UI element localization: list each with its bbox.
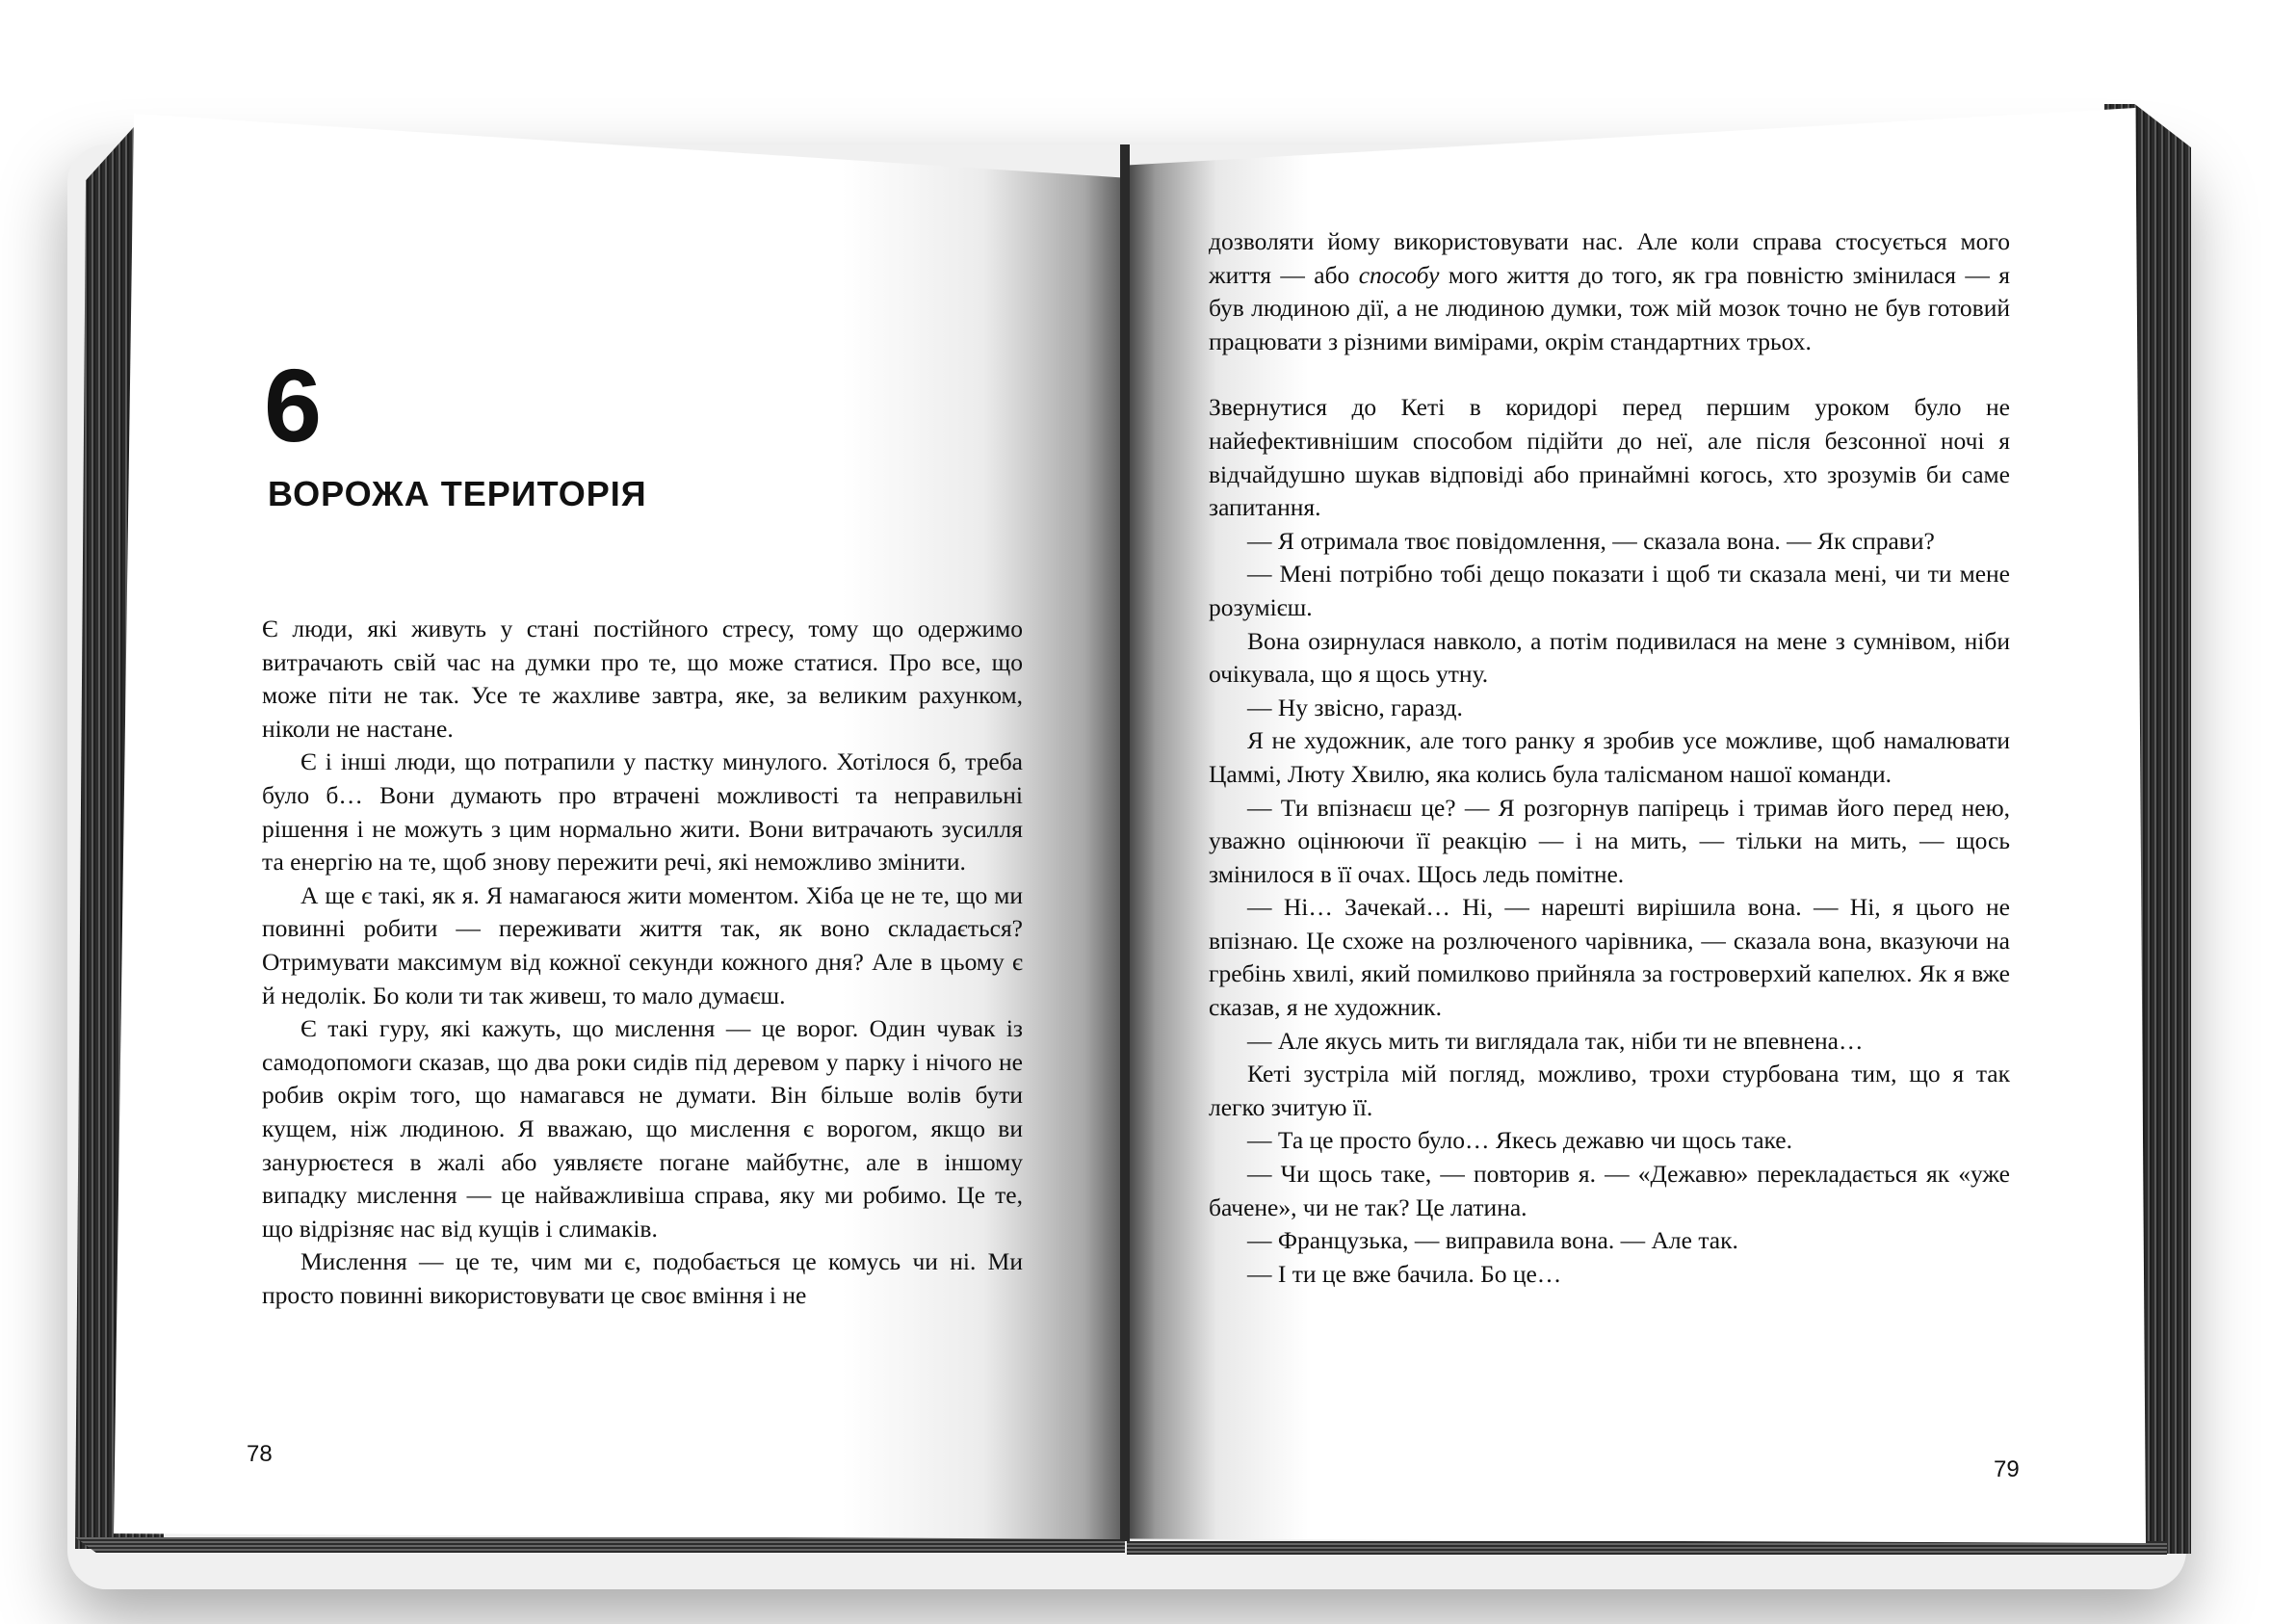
paragraph: Є такі гуру, які кажуть, що мислення — це ворог. Один чувак із самодопомоги сказав, що два роки сидів під деревом у парку і нічого не робив окрім того, що намагався не думати. Він більше волів бути кущем, ніж людиною. Я вважаю, що мислення є ворогом, якщо ви занурюєтеся в жалі або уявляєте погане майбутнє, але в іншому випадку мислення — це найважливіша справа, яку ми робимо. Це те, що відрізняє нас від кущів і слимаків.	[262, 1014, 1023, 1243]
paragraph: Є і інші люди, що потрапили у пастку минулого. Хотілося б, треба було б… Вони думають про втрачені можливості та неправильні рішення і не можуть з цим нормально жити. Вони витрачають зусилля та енергію на те, щоб знову пережити речі, які неможливо змінити.	[262, 747, 1023, 877]
paragraph: — Та це просто було… Якесь дежавю чи щось таке.	[1247, 1126, 1793, 1155]
paragraph: — Чи щось таке, — повторив я. — «Дежавю» перекладається як «уже бачене», чи не так? Це латина.	[1209, 1160, 2010, 1221]
chapter-number: 6	[264, 347, 321, 463]
left-page-text	[262, 613, 1023, 1312]
page-number-right: 79	[1994, 1456, 2020, 1482]
paragraph: — Ні… Зачекай… Ні, — нарешті вирішила вона. — Ні, я цього не впізнаю. Це схоже на розлюченого чарівника, — сказала вона, вказуючи на гребінь хвилі, який помилково прийняла за гостроверхий капелюх. Як я вже сказав, я не художник.	[1209, 893, 2010, 1022]
paragraph: А ще є такі, як я. Я намагаюся жити моментом. Хіба це не те, що ми повинні робити — переживати життя так, як воно складається? Отримувати максимум від кожної секунди кожного дня? Але в цьому є й недолік. Бо коли ти так живеш, то мало думаєш.	[262, 880, 1023, 1009]
paragraph: — Але якусь мить ти виглядала так, ніби ти не впевнена…	[1247, 1026, 1864, 1055]
paragraph: — Ну звісно, гаразд.	[1247, 693, 1463, 721]
paragraph: — Французька, — виправила вона. — Але так.	[1247, 1226, 1738, 1255]
paragraph: Вона озирнулася навколо, а потім подивилася на мене з сумнівом, ніби очікувала, що я щось утну.	[1209, 626, 2010, 689]
opening-paragraph	[1209, 225, 2010, 358]
opening-text-end: мого життя до того, як гра повністю змінилася — я був людиною дії, а не людиною думки, тож мій мозок точно не був готовий працювати з різними вимірами, окрім стандартних трьох.	[1209, 260, 2010, 355]
left-bottom-edges	[75, 1537, 1125, 1553]
paragraph: — Ти впізнаєш це? — Я розгорнув папірець і тримав його перед нею, уважно оцінюючи її реакцію — і на мить, — тільки на мить, — щось змінилося в її очах. Щось ледь помітне.	[1209, 793, 2010, 888]
right-bottom-edges	[1127, 1541, 2167, 1555]
section-start-paragraph: Звернутися до Кеті в коридорі перед першим уроком було не найефективнішим способом підійти до неї, але після безсонної ночі я відчайдушно шукав відповіді або принаймні когось, хто зрозумів би саме запитання.	[1209, 393, 2010, 522]
paragraph: — І ти це вже бачила. Бо це…	[1247, 1259, 1562, 1288]
paragraph: Є люди, які живуть у стані постійного стресу, тому що одержимо витрачають свій час на думки про те, що може статися. Про все, що може піти не так. Усе те жахливе завтра, яке, за великим рахунком, ніколи не настане.	[262, 615, 1023, 743]
page-number-left: 78	[247, 1441, 273, 1467]
paragraph: Мислення — це те, чим ми є, подобається це комусь чи ні. Ми просто повинні використовувати це своє вміння і не	[262, 1247, 1023, 1309]
paragraph: — Я отримала твоє повідомлення, — сказала вона. — Як справи?	[1247, 526, 1935, 555]
paragraph: — Мені потрібно тобі дещо показати і щоб ти сказала мені, чи ти мене розумієш.	[1209, 560, 2010, 621]
book-spine	[1120, 144, 1130, 1541]
opening-text-start: дозволяти йому використовувати нас. Але коли справа стосується мого життя — або	[1209, 227, 2010, 289]
opening-italic-word: способу	[1358, 260, 1440, 289]
paragraph: Кеті зустріла мій погляд, можливо, трохи стурбована тим, що я так легко зчитую її.	[1209, 1060, 2010, 1121]
right-page-text	[1209, 225, 2010, 1291]
chapter-title: ВОРОЖА ТЕРИТОРІЯ	[268, 474, 647, 513]
paragraph: Я не художник, але того ранку я зробив усе можливе, щоб намалювати Цаммі, Люту Хвилю, яка колись була талісманом нашої команди.	[1209, 726, 2010, 788]
